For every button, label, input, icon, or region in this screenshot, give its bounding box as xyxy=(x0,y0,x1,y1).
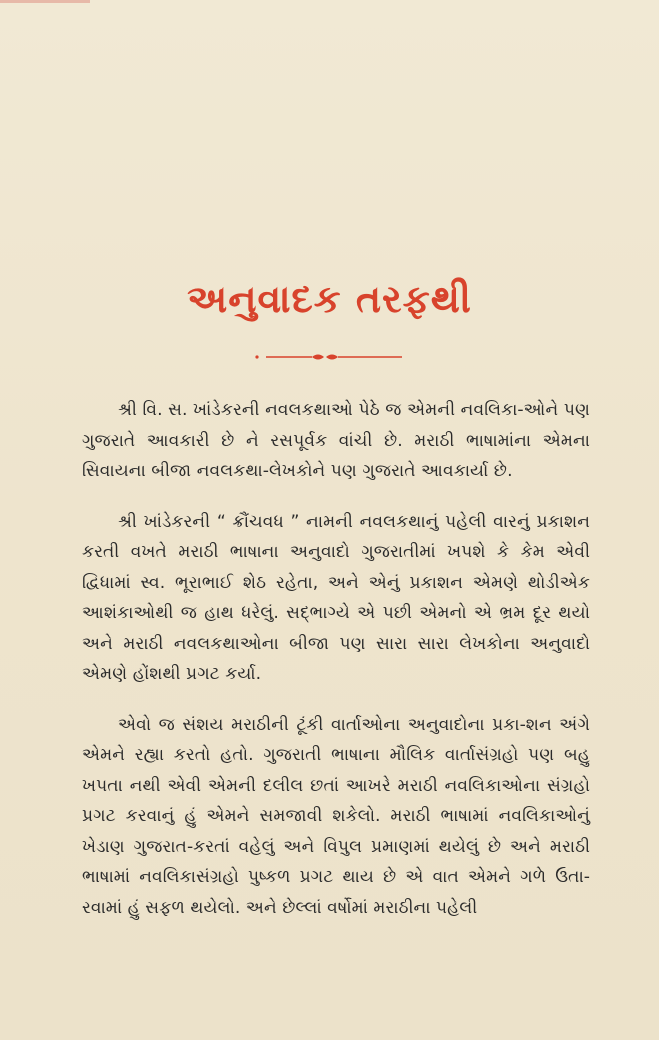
top-edge-rule xyxy=(0,0,90,3)
ornament-dot xyxy=(255,355,258,358)
paragraph-2: શ્રી ખાંડેકરની “ ક્રૌંચવધ ” નામની નવલકથાનું પહેલી વારનું પ્રકાશન કરતી વખતે મરાઠી ભાષાના અનુવાદો ગુજરાતીમાં ખપશે કે કેમ એવી દ્વિધામાં સ્વ. ભૂરાભાઈ શેઠ રહેતા, અને એનું પ્રકાશન એમણે થોડીએક આશંકાઓથી જ હાથ ધરેલું. સદ્ભાગ્યે એ પછી એમનો એ ભ્રમ દૂર થયો અને મરાઠી નવલકથાઓના બીજા પણ સારા સારા લેખકોના અનુવાદો એમણે હોંશથી પ્રગટ કર્યા. xyxy=(82,511,590,684)
ornament-leaf-right xyxy=(326,355,338,360)
paragraph-3: એવો જ સંશય મરાઠીની ટૂંકી વાર્તાઓના અનુવાદોના પ્રકા-શન અંગે એમને રહ્યા કરતો હતો. ગુજરાતી ભાષાના મૌલિક વાર્તાસંગ્રહો પણ બહુ ખપતા નથી એવી એમની દલીલ છતાં આખરે મરાઠી નવલિકાઓના સંગ્રહો પ્રગટ કરવાનું હું એમને સમજાવી શકેલો. મરાઠી ભાષામાં નવલિકાઓનું ખેડાણ ગુજરાત-કરતાં વહેલું અને વિપુલ પ્રમાણમાં થયેલું છે અને મરાઠી ભાષામાં નવલિકાસંગ્રહો પુષ્કળ પ્રગટ થાય છે એ વાત એમને ગળે ઉતા-રવામાં હું સફળ થયેલો. અને છેલ્લાં વર્ષોમાં મરાઠીના પહેલી xyxy=(82,714,590,918)
ornament-leaf-left xyxy=(312,355,324,360)
ornament-divider xyxy=(254,350,404,364)
chapter-title: અનુવાદક તરફથી xyxy=(187,277,472,321)
paragraph-1: શ્રી વિ. સ. ખાંડેકરની નવલકથાઓ પેઠે જ એમની નવલિકા-ઓને પણ ગુજરાતે આવકારી છે ને રસપૂર્વક વાંચી છે. મરાઠી ભાષામાંના એમના સિવાયના બીજા નવલકથા-લેખકોને પણ ગુજરાતે આવકાર્યા છે. xyxy=(82,400,590,481)
body-text xyxy=(82,395,590,943)
